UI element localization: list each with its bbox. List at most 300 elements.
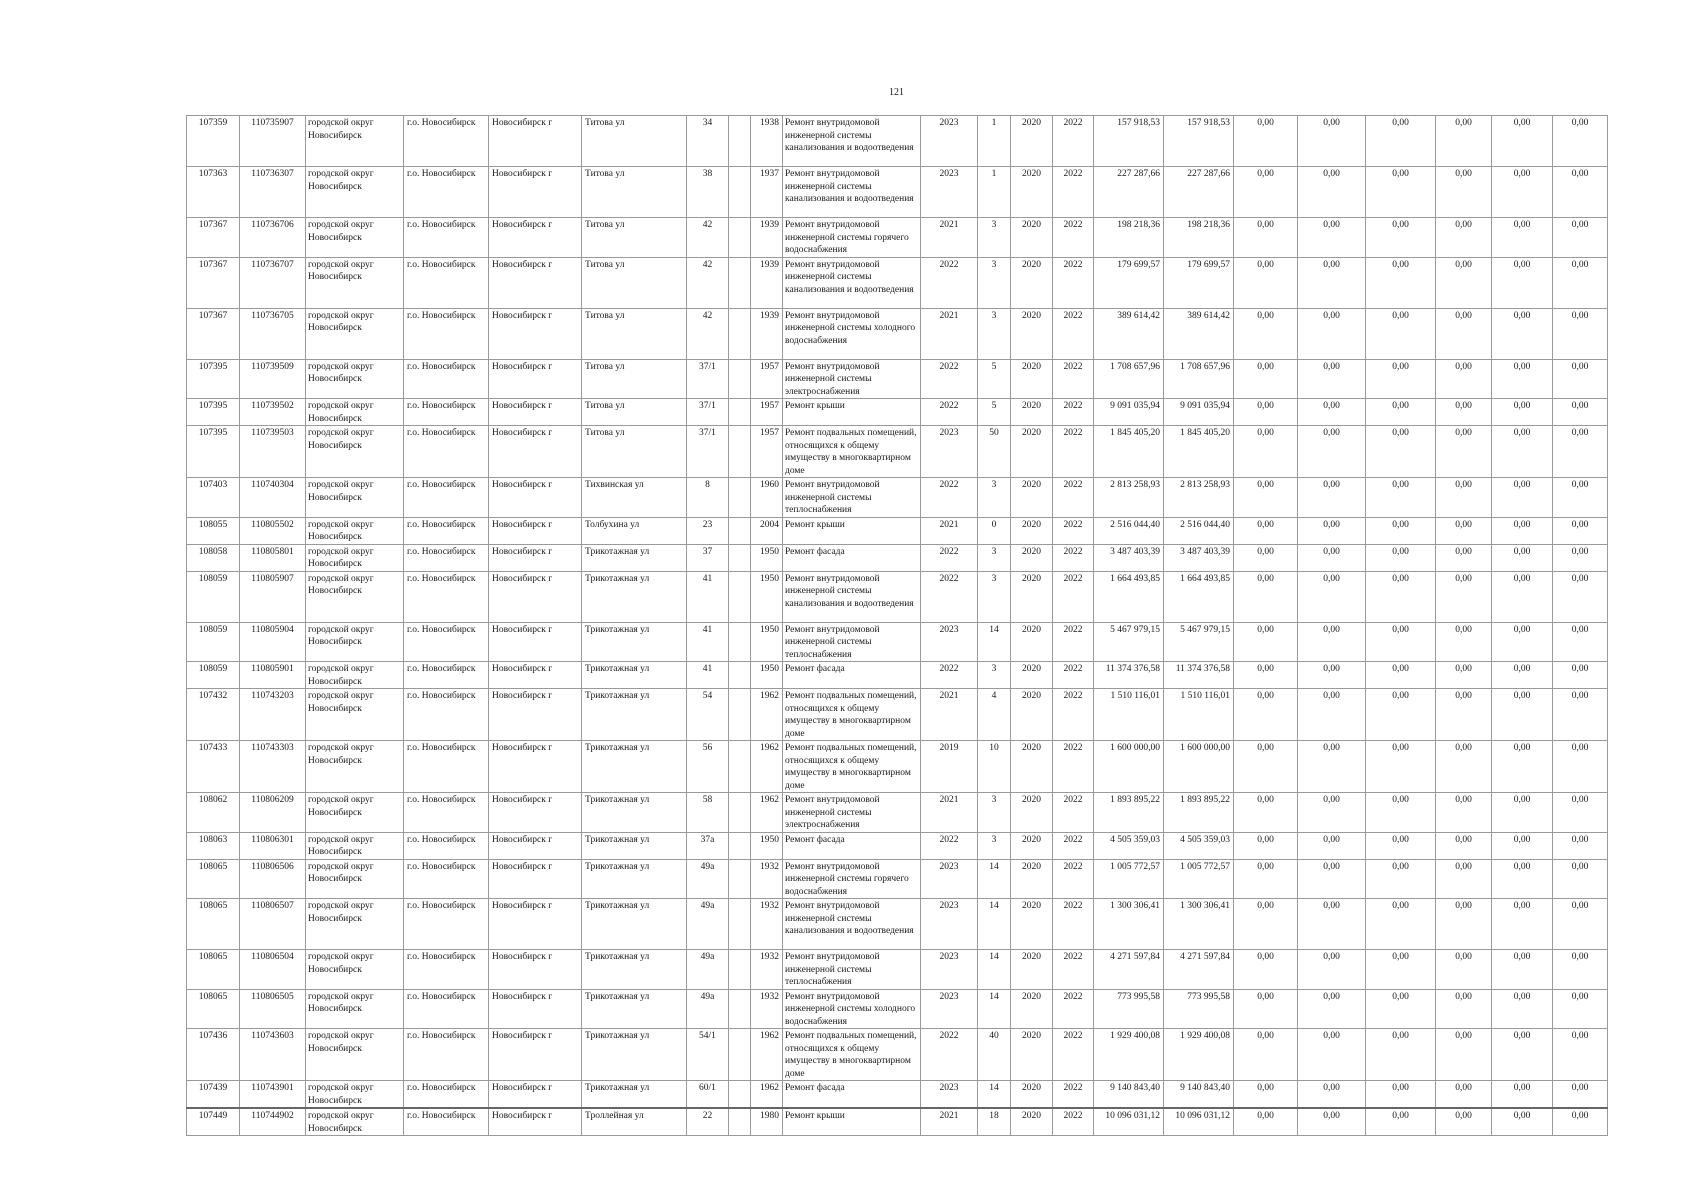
row-value-5: 0,00: [1492, 571, 1553, 622]
row-value-6: 0,00: [1553, 399, 1608, 426]
row-district: городской округ Новосибирск: [306, 832, 404, 859]
row-year-built: 1960: [751, 478, 783, 518]
row-cost: 1 664 493,85: [1094, 571, 1164, 622]
row-value-2: 0,00: [1298, 257, 1366, 308]
row-municipality: г.о. Новосибирск: [404, 793, 489, 833]
row-building-letter: [729, 662, 751, 689]
row-value-3: 0,00: [1366, 950, 1436, 990]
row-building-letter: [729, 793, 751, 833]
row-plan-year: 2021: [921, 1108, 978, 1136]
row-city: Новосибирск г: [489, 1029, 582, 1081]
row-cost: 1 600 000,00: [1094, 741, 1164, 793]
row-value-5: 0,00: [1492, 544, 1553, 571]
row-cost: 1 893 895,22: [1094, 793, 1164, 833]
row-quantity: 14: [978, 950, 1011, 990]
row-value-1: 0,00: [1234, 167, 1298, 218]
row-value-4: 0,00: [1436, 859, 1492, 899]
row-plan-year: 2021: [921, 517, 978, 544]
row-code: 110805907: [240, 571, 306, 622]
row-building-letter: [729, 359, 751, 399]
row-building-letter: [729, 218, 751, 258]
table-row: [187, 478, 1608, 518]
row-value-1: 0,00: [1234, 1029, 1298, 1081]
row-building-letter: [729, 622, 751, 662]
row-city: Новосибирск г: [489, 478, 582, 518]
row-value-6: 0,00: [1553, 622, 1608, 662]
row-period-start: 2020: [1011, 116, 1053, 167]
row-work-type: Ремонт внутридомовой инженерной системы канализования и водоотведения: [783, 571, 921, 622]
table-row: [187, 1108, 1608, 1136]
row-period-start: 2020: [1011, 218, 1053, 258]
table-row: [187, 832, 1608, 859]
row-period-start: 2020: [1011, 1081, 1053, 1109]
row-work-type: Ремонт фасада: [783, 832, 921, 859]
row-district: городской округ Новосибирск: [306, 426, 404, 478]
table-row: [187, 167, 1608, 218]
table-row: [187, 859, 1608, 899]
row-municipality: г.о. Новосибирск: [404, 478, 489, 518]
row-cost: 2 813 258,93: [1094, 478, 1164, 518]
row-plan-year: 2021: [921, 793, 978, 833]
row-plan-year: 2023: [921, 622, 978, 662]
row-value-6: 0,00: [1553, 218, 1608, 258]
row-id: 108065: [187, 950, 240, 990]
row-period-end: 2022: [1053, 950, 1094, 990]
row-street: Трикотажная ул: [582, 662, 687, 689]
row-work-type: Ремонт внутридомовой инженерной системы канализования и водоотведения: [783, 257, 921, 308]
row-district: городской округ Новосибирск: [306, 859, 404, 899]
row-quantity: 3: [978, 308, 1011, 359]
row-plan-year: 2023: [921, 950, 978, 990]
table-row: [187, 308, 1608, 359]
row-period-start: 2020: [1011, 426, 1053, 478]
row-period-end: 2022: [1053, 571, 1094, 622]
row-quantity: 0: [978, 517, 1011, 544]
row-id: 108059: [187, 571, 240, 622]
page-number: 121: [889, 87, 904, 98]
row-value-2: 0,00: [1298, 116, 1366, 167]
row-value-2: 0,00: [1298, 218, 1366, 258]
row-plan-year: 2023: [921, 899, 978, 950]
row-municipality: г.о. Новосибирск: [404, 859, 489, 899]
row-value-6: 0,00: [1553, 1108, 1608, 1136]
row-total: 1 929 400,08: [1164, 1029, 1234, 1081]
row-building-letter: [729, 1029, 751, 1081]
row-value-6: 0,00: [1553, 359, 1608, 399]
row-district: городской округ Новосибирск: [306, 257, 404, 308]
row-municipality: г.о. Новосибирск: [404, 622, 489, 662]
row-building-letter: [729, 741, 751, 793]
row-total: 1 510 116,01: [1164, 689, 1234, 741]
row-cost: 9 091 035,94: [1094, 399, 1164, 426]
row-street: Титова ул: [582, 426, 687, 478]
row-total: 2 813 258,93: [1164, 478, 1234, 518]
row-code: 110805801: [240, 544, 306, 571]
row-quantity: 18: [978, 1108, 1011, 1136]
row-value-6: 0,00: [1553, 950, 1608, 990]
row-municipality: г.о. Новосибирск: [404, 544, 489, 571]
row-value-2: 0,00: [1298, 359, 1366, 399]
row-code: 110806504: [240, 950, 306, 990]
row-value-4: 0,00: [1436, 1029, 1492, 1081]
row-period-end: 2022: [1053, 167, 1094, 218]
row-total: 11 374 376,58: [1164, 662, 1234, 689]
table-body: [187, 116, 1608, 1136]
row-period-end: 2022: [1053, 478, 1094, 518]
row-house-number: 41: [687, 662, 729, 689]
row-city: Новосибирск г: [489, 989, 582, 1029]
row-house-number: 54: [687, 689, 729, 741]
row-district: городской округ Новосибирск: [306, 167, 404, 218]
row-plan-year: 2023: [921, 859, 978, 899]
row-id: 107367: [187, 218, 240, 258]
row-house-number: 58: [687, 793, 729, 833]
table-row: [187, 1081, 1608, 1109]
row-value-5: 0,00: [1492, 689, 1553, 741]
row-city: Новосибирск г: [489, 662, 582, 689]
row-code: 110739502: [240, 399, 306, 426]
row-house-number: 37/1: [687, 359, 729, 399]
row-street: Титова ул: [582, 359, 687, 399]
row-plan-year: 2022: [921, 544, 978, 571]
row-total: 10 096 031,12: [1164, 1108, 1234, 1136]
row-cost: 9 140 843,40: [1094, 1081, 1164, 1109]
row-plan-year: 2019: [921, 741, 978, 793]
row-quantity: 3: [978, 662, 1011, 689]
row-value-3: 0,00: [1366, 989, 1436, 1029]
row-value-3: 0,00: [1366, 793, 1436, 833]
row-value-3: 0,00: [1366, 899, 1436, 950]
row-value-4: 0,00: [1436, 218, 1492, 258]
row-value-3: 0,00: [1366, 689, 1436, 741]
row-value-6: 0,00: [1553, 741, 1608, 793]
row-city: Новосибирск г: [489, 1108, 582, 1136]
row-period-start: 2020: [1011, 689, 1053, 741]
row-total: 227 287,66: [1164, 167, 1234, 218]
row-work-type: Ремонт фасада: [783, 1081, 921, 1109]
row-period-end: 2022: [1053, 662, 1094, 689]
table-row: [187, 793, 1608, 833]
row-street: Трикотажная ул: [582, 1081, 687, 1109]
row-value-5: 0,00: [1492, 989, 1553, 1029]
row-house-number: 49а: [687, 859, 729, 899]
row-work-type: Ремонт внутридомовой инженерной системы горячего водоснабжения: [783, 859, 921, 899]
row-total: 157 918,53: [1164, 116, 1234, 167]
row-period-end: 2022: [1053, 741, 1094, 793]
row-work-type: Ремонт подвальных помещений, относящихся к общему имуществу в многоквартирном доме: [783, 1029, 921, 1081]
row-value-3: 0,00: [1366, 1081, 1436, 1109]
row-plan-year: 2022: [921, 257, 978, 308]
row-total: 773 995,58: [1164, 989, 1234, 1029]
row-period-start: 2020: [1011, 989, 1053, 1029]
row-cost: 5 467 979,15: [1094, 622, 1164, 662]
row-city: Новосибирск г: [489, 571, 582, 622]
row-period-end: 2022: [1053, 793, 1094, 833]
row-quantity: 14: [978, 1081, 1011, 1109]
row-code: 110806209: [240, 793, 306, 833]
row-work-type: Ремонт внутридомовой инженерной системы канализования и водоотведения: [783, 167, 921, 218]
row-code: 110743303: [240, 741, 306, 793]
row-plan-year: 2022: [921, 832, 978, 859]
row-year-built: 1980: [751, 1108, 783, 1136]
row-period-start: 2020: [1011, 1108, 1053, 1136]
row-house-number: 8: [687, 478, 729, 518]
row-period-start: 2020: [1011, 1029, 1053, 1081]
row-value-1: 0,00: [1234, 116, 1298, 167]
row-value-4: 0,00: [1436, 517, 1492, 544]
row-quantity: 3: [978, 478, 1011, 518]
row-value-3: 0,00: [1366, 257, 1436, 308]
row-code: 110806507: [240, 899, 306, 950]
row-period-start: 2020: [1011, 308, 1053, 359]
row-quantity: 5: [978, 399, 1011, 426]
row-value-5: 0,00: [1492, 793, 1553, 833]
row-building-letter: [729, 832, 751, 859]
row-value-2: 0,00: [1298, 544, 1366, 571]
row-year-built: 1939: [751, 308, 783, 359]
row-year-built: 1957: [751, 359, 783, 399]
row-value-1: 0,00: [1234, 517, 1298, 544]
table-row: [187, 359, 1608, 399]
row-value-4: 0,00: [1436, 1081, 1492, 1109]
row-period-end: 2022: [1053, 544, 1094, 571]
row-city: Новосибирск г: [489, 426, 582, 478]
row-plan-year: 2021: [921, 308, 978, 359]
row-period-end: 2022: [1053, 899, 1094, 950]
row-year-built: 1932: [751, 989, 783, 1029]
row-value-1: 0,00: [1234, 478, 1298, 518]
row-city: Новосибирск г: [489, 793, 582, 833]
row-value-3: 0,00: [1366, 544, 1436, 571]
row-value-4: 0,00: [1436, 899, 1492, 950]
row-building-letter: [729, 308, 751, 359]
row-year-built: 1932: [751, 859, 783, 899]
row-work-type: Ремонт внутридомовой инженерной системы теплоснабжения: [783, 478, 921, 518]
row-house-number: 37/1: [687, 399, 729, 426]
row-district: городской округ Новосибирск: [306, 741, 404, 793]
row-value-2: 0,00: [1298, 308, 1366, 359]
row-total: 389 614,42: [1164, 308, 1234, 359]
row-value-2: 0,00: [1298, 478, 1366, 518]
row-value-1: 0,00: [1234, 257, 1298, 308]
row-value-1: 0,00: [1234, 1108, 1298, 1136]
row-value-4: 0,00: [1436, 426, 1492, 478]
row-year-built: 1939: [751, 257, 783, 308]
row-municipality: г.о. Новосибирск: [404, 571, 489, 622]
row-quantity: 14: [978, 899, 1011, 950]
row-house-number: 38: [687, 167, 729, 218]
row-period-end: 2022: [1053, 832, 1094, 859]
row-work-type: Ремонт внутридомовой инженерной системы канализования и водоотведения: [783, 899, 921, 950]
row-value-6: 0,00: [1553, 1029, 1608, 1081]
row-period-start: 2020: [1011, 662, 1053, 689]
row-value-2: 0,00: [1298, 989, 1366, 1029]
row-value-1: 0,00: [1234, 571, 1298, 622]
table-row: [187, 689, 1608, 741]
row-period-end: 2022: [1053, 308, 1094, 359]
row-value-1: 0,00: [1234, 899, 1298, 950]
row-id: 108065: [187, 859, 240, 899]
row-street: Трикотажная ул: [582, 859, 687, 899]
row-value-3: 0,00: [1366, 517, 1436, 544]
row-value-5: 0,00: [1492, 478, 1553, 518]
row-work-type: Ремонт внутридомовой инженерной системы канализования и водоотведения: [783, 116, 921, 167]
row-value-4: 0,00: [1436, 622, 1492, 662]
row-municipality: г.о. Новосибирск: [404, 167, 489, 218]
row-city: Новосибирск г: [489, 832, 582, 859]
row-cost: 1 300 306,41: [1094, 899, 1164, 950]
row-cost: 11 374 376,58: [1094, 662, 1164, 689]
table-row: [187, 989, 1608, 1029]
row-period-end: 2022: [1053, 426, 1094, 478]
table-row: [187, 622, 1608, 662]
row-code: 110736706: [240, 218, 306, 258]
row-value-1: 0,00: [1234, 741, 1298, 793]
row-value-2: 0,00: [1298, 689, 1366, 741]
row-year-built: 1962: [751, 1081, 783, 1109]
row-year-built: 1937: [751, 167, 783, 218]
row-city: Новосибирск г: [489, 622, 582, 662]
row-code: 110805901: [240, 662, 306, 689]
row-total: 4 505 359,03: [1164, 832, 1234, 859]
row-value-2: 0,00: [1298, 741, 1366, 793]
row-house-number: 34: [687, 116, 729, 167]
row-year-built: 1950: [751, 832, 783, 859]
row-period-end: 2022: [1053, 689, 1094, 741]
table-row: [187, 1029, 1608, 1081]
row-quantity: 1: [978, 116, 1011, 167]
row-municipality: г.о. Новосибирск: [404, 426, 489, 478]
row-house-number: 41: [687, 571, 729, 622]
row-id: 107403: [187, 478, 240, 518]
row-cost: 157 918,53: [1094, 116, 1164, 167]
row-code: 110805904: [240, 622, 306, 662]
row-building-letter: [729, 426, 751, 478]
row-work-type: Ремонт подвальных помещений, относящихся к общему имуществу в многоквартирном доме: [783, 741, 921, 793]
row-code: 110743203: [240, 689, 306, 741]
row-value-4: 0,00: [1436, 571, 1492, 622]
row-value-3: 0,00: [1366, 1108, 1436, 1136]
row-period-end: 2022: [1053, 1029, 1094, 1081]
row-total: 1 893 895,22: [1164, 793, 1234, 833]
row-year-built: 1962: [751, 689, 783, 741]
row-period-start: 2020: [1011, 359, 1053, 399]
table-row: [187, 399, 1608, 426]
row-work-type: Ремонт внутридомовой инженерной системы холодного водоснабжения: [783, 308, 921, 359]
row-house-number: 60/1: [687, 1081, 729, 1109]
row-cost: 4 271 597,84: [1094, 950, 1164, 990]
row-period-start: 2020: [1011, 399, 1053, 426]
row-value-4: 0,00: [1436, 308, 1492, 359]
row-id: 108065: [187, 989, 240, 1029]
row-total: 2 516 044,40: [1164, 517, 1234, 544]
row-code: 110806506: [240, 859, 306, 899]
row-value-4: 0,00: [1436, 832, 1492, 859]
row-district: городской округ Новосибирск: [306, 989, 404, 1029]
row-value-6: 0,00: [1553, 478, 1608, 518]
row-house-number: 49а: [687, 950, 729, 990]
row-value-2: 0,00: [1298, 517, 1366, 544]
row-total: 1 664 493,85: [1164, 571, 1234, 622]
row-id: 107433: [187, 741, 240, 793]
row-value-6: 0,00: [1553, 832, 1608, 859]
row-value-6: 0,00: [1553, 859, 1608, 899]
row-code: 110739503: [240, 426, 306, 478]
row-id: 107439: [187, 1081, 240, 1109]
row-value-4: 0,00: [1436, 950, 1492, 990]
row-value-2: 0,00: [1298, 399, 1366, 426]
row-building-letter: [729, 478, 751, 518]
row-quantity: 3: [978, 571, 1011, 622]
row-total: 1 600 000,00: [1164, 741, 1234, 793]
row-municipality: г.о. Новосибирск: [404, 741, 489, 793]
row-plan-year: 2023: [921, 1081, 978, 1109]
row-district: городской округ Новосибирск: [306, 793, 404, 833]
row-value-2: 0,00: [1298, 1108, 1366, 1136]
row-value-3: 0,00: [1366, 218, 1436, 258]
row-street: Титова ул: [582, 116, 687, 167]
row-value-3: 0,00: [1366, 832, 1436, 859]
row-id: 108059: [187, 662, 240, 689]
row-value-5: 0,00: [1492, 622, 1553, 662]
row-work-type: Ремонт внутридомовой инженерной системы теплоснабжения: [783, 950, 921, 990]
row-street: Трикотажная ул: [582, 989, 687, 1029]
row-value-5: 0,00: [1492, 359, 1553, 399]
row-value-2: 0,00: [1298, 950, 1366, 990]
row-value-6: 0,00: [1553, 426, 1608, 478]
row-street: Трикотажная ул: [582, 741, 687, 793]
row-district: городской округ Новосибирск: [306, 116, 404, 167]
row-city: Новосибирск г: [489, 517, 582, 544]
row-quantity: 3: [978, 257, 1011, 308]
row-city: Новосибирск г: [489, 899, 582, 950]
row-cost: 773 995,58: [1094, 989, 1164, 1029]
row-quantity: 3: [978, 218, 1011, 258]
capital-repair-table: [186, 115, 1608, 1136]
row-house-number: 41: [687, 622, 729, 662]
row-plan-year: 2023: [921, 426, 978, 478]
row-cost: 1 929 400,08: [1094, 1029, 1164, 1081]
row-cost: 1 005 772,57: [1094, 859, 1164, 899]
row-year-built: 1950: [751, 544, 783, 571]
row-value-3: 0,00: [1366, 571, 1436, 622]
row-city: Новосибирск г: [489, 950, 582, 990]
row-code: 110739509: [240, 359, 306, 399]
row-period-end: 2022: [1053, 1108, 1094, 1136]
row-period-start: 2020: [1011, 832, 1053, 859]
row-quantity: 3: [978, 544, 1011, 571]
row-value-3: 0,00: [1366, 359, 1436, 399]
row-street: Трикотажная ул: [582, 1029, 687, 1081]
row-year-built: 1932: [751, 899, 783, 950]
row-period-start: 2020: [1011, 793, 1053, 833]
row-city: Новосибирск г: [489, 167, 582, 218]
row-year-built: 1938: [751, 116, 783, 167]
row-code: 110744902: [240, 1108, 306, 1136]
row-district: городской округ Новосибирск: [306, 571, 404, 622]
row-code: 110736707: [240, 257, 306, 308]
row-building-letter: [729, 989, 751, 1029]
row-year-built: 1950: [751, 622, 783, 662]
row-value-1: 0,00: [1234, 689, 1298, 741]
row-value-5: 0,00: [1492, 218, 1553, 258]
row-quantity: 1: [978, 167, 1011, 218]
row-period-start: 2020: [1011, 167, 1053, 218]
row-value-1: 0,00: [1234, 218, 1298, 258]
row-municipality: г.о. Новосибирск: [404, 989, 489, 1029]
row-work-type: Ремонт крыши: [783, 517, 921, 544]
row-street: Трикотажная ул: [582, 544, 687, 571]
